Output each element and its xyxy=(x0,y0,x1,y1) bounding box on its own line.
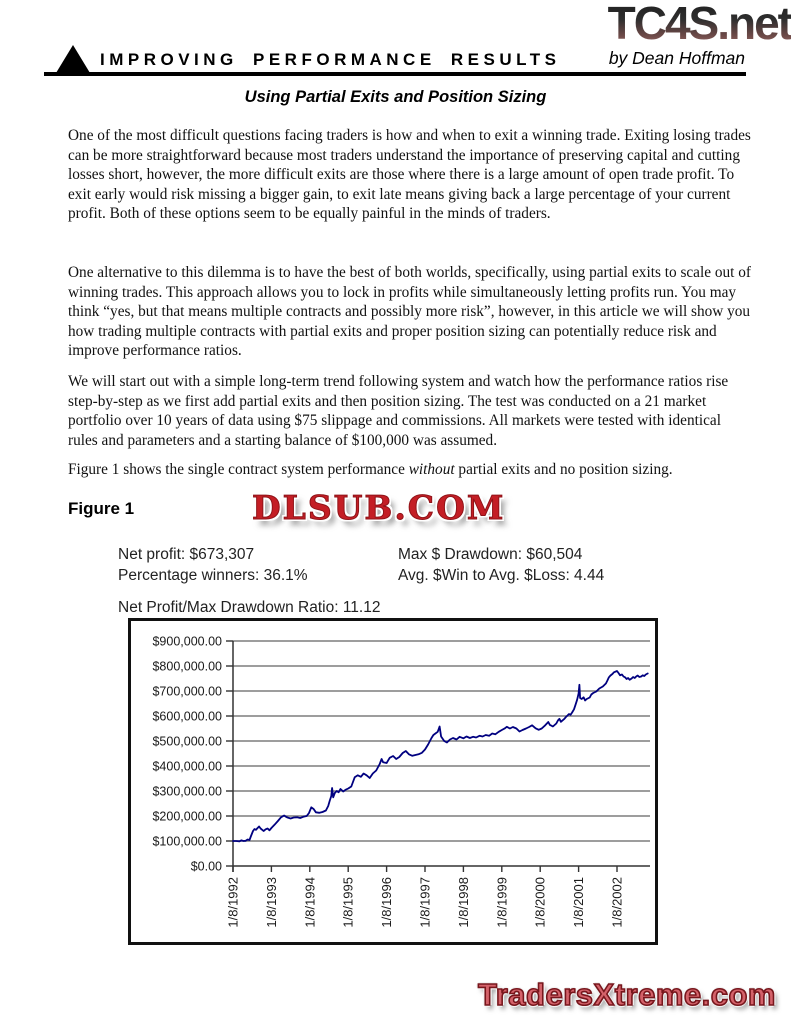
y-tick-label: $600,000.00 xyxy=(152,709,222,724)
paragraph-2: One alternative to this dilemma is to have the best of both worlds, specifically, using partial exits to scale out of winning trades. This approach allows you to lock in profits while simultaneously letting profits run. You may think “yes, but that means multiple contracts and possibly more risk”, however, in this article we will show you how trading multiple contracts with partial exits and proper position sizing can potentially reduce risk and improve performance ratios. xyxy=(68,264,751,360)
triangle-bullet-icon xyxy=(56,45,90,73)
article-header-title: IMPROVING PERFORMANCE RESULTS xyxy=(100,50,561,69)
x-tick-label: 1/8/1998 xyxy=(455,877,471,928)
figure-caption-pre: Figure 1 shows the single contract system performance xyxy=(68,461,409,478)
stat-max-drawdown: Max $ Drawdown: $60,504 xyxy=(398,546,583,563)
y-tick-label: $700,000.00 xyxy=(152,684,222,699)
y-tick-label: $300,000.00 xyxy=(152,784,222,799)
stat-avg-win-loss: Avg. $Win to Avg. $Loss: 4.44 xyxy=(398,567,605,584)
y-tick-label: $900,000.00 xyxy=(152,634,222,649)
dlsub-watermark: DLSUB.COM xyxy=(252,488,506,527)
x-tick-label: 1/8/1992 xyxy=(225,877,241,928)
x-tick-label: 1/8/1995 xyxy=(340,877,356,928)
stats-right-column xyxy=(398,544,604,586)
figure-caption-post: partial exits and no position sizing. xyxy=(454,461,673,478)
y-tick-label: $0.00 xyxy=(190,859,222,874)
x-tick-label: 1/8/1994 xyxy=(302,877,318,928)
x-tick-label: 1/8/1993 xyxy=(263,877,279,928)
paragraph-3: We will start out with a simple long-term trend following system and watch how the performance ratios rise step-by-step as we first add partial exits and then position sizing. The test was conducted on a 21 market portfolio over 10 years of data using $75 slippage and commissions. All markets were tested with identical rules and parameters and a starting balance of $100,000 was assumed. xyxy=(68,373,729,449)
x-tick-label: 1/8/1999 xyxy=(494,877,510,928)
stat-percentage-winners: Percentage winners: 36.1% xyxy=(118,567,308,584)
tradersxtreme-watermark: TradersXtreme.com xyxy=(478,977,776,1012)
equity-curve-svg xyxy=(131,621,655,942)
paragraph-1: One of the most difficult questions facing traders is how and when to exit a winning trade. Exiting losing trades can be more straightforward because most traders understand the importance of preserving capital and cutting losses short, however, the more difficult exits are those where there is a large amount of open trade profit. To exit early would risk missing a bigger gain, to exit late means giving back a large percentage of your current profit. Both of these options seem to be equally painful in the minds of traders. xyxy=(68,127,751,223)
x-tick-label: 1/8/2002 xyxy=(609,877,625,928)
y-tick-label: $100,000.00 xyxy=(152,834,222,849)
figure-label: Figure 1 xyxy=(68,499,135,518)
article-byline: by Dean Hoffman xyxy=(608,48,745,68)
figure-caption xyxy=(68,460,752,480)
article-subtitle: Using Partial Exits and Position Sizing xyxy=(244,88,547,106)
y-tick-label: $400,000.00 xyxy=(152,759,222,774)
equity-curve-chart xyxy=(128,618,658,945)
x-tick-label: 1/8/2001 xyxy=(571,877,587,928)
header-divider xyxy=(44,72,746,76)
x-tick-label: 1/8/1997 xyxy=(417,877,433,928)
stats-left-column xyxy=(118,544,308,586)
y-tick-label: $500,000.00 xyxy=(152,734,222,749)
tc4s-logo: TC4S.net xyxy=(586,0,791,46)
x-tick-label: 1/8/1996 xyxy=(379,877,395,928)
stat-net-profit: Net profit: $673,307 xyxy=(118,546,255,563)
figure-caption-italic: without xyxy=(408,461,455,478)
y-tick-label: $200,000.00 xyxy=(152,809,222,824)
x-tick-label: 1/8/2000 xyxy=(532,877,548,928)
y-tick-label: $800,000.00 xyxy=(152,659,222,674)
stat-profit-drawdown-ratio: Net Profit/Max Drawdown Ratio: 11.12 xyxy=(118,599,381,616)
